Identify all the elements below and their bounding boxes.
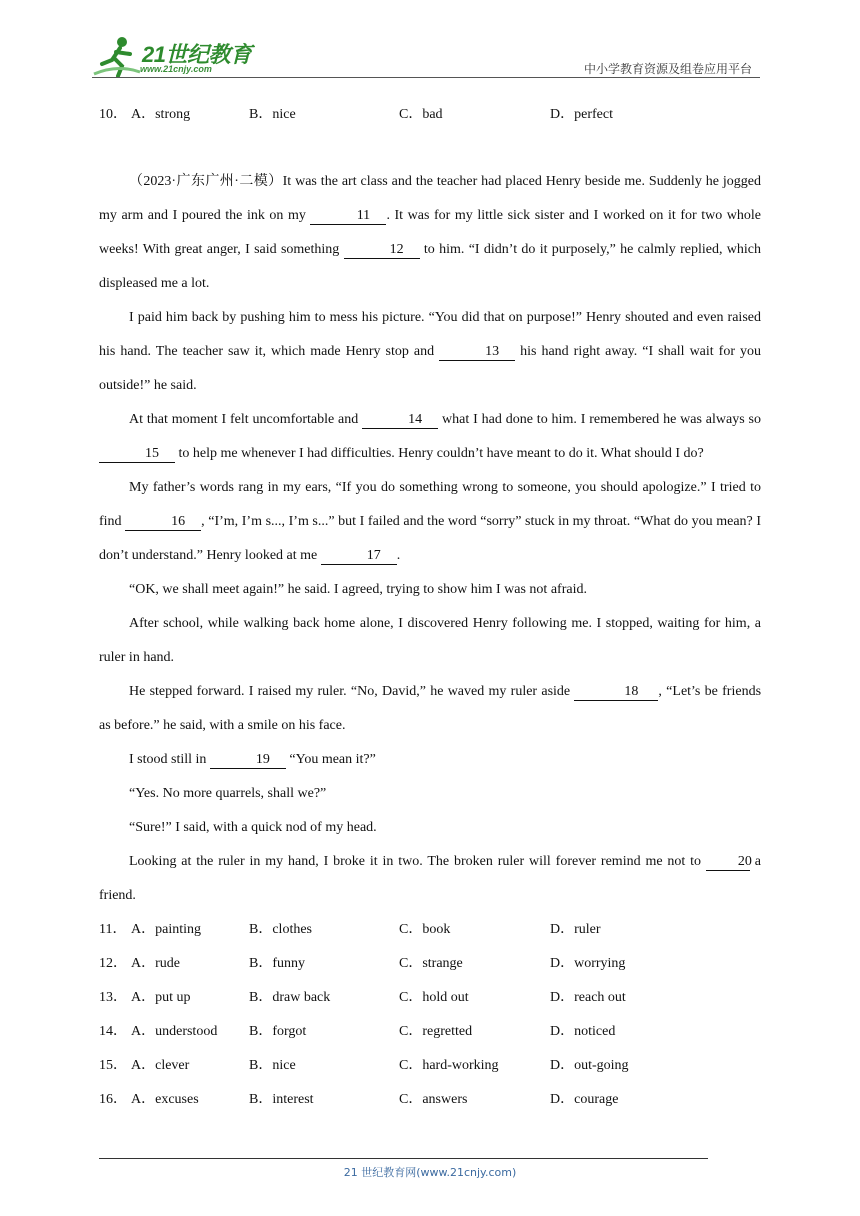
option-a: A．clever xyxy=(131,1058,190,1073)
passage-paragraph-2: I paid him back by pushing him to mess his picture. “You did that on purpose!” Henry shouted and even raised his hand. The teacher saw it, which made Henry stop and 13 his hand right away. “I shall wait for you outside!” he said. xyxy=(99,310,762,393)
question-number: 13． xyxy=(99,990,127,1005)
blank-12: 12 xyxy=(344,242,420,259)
passage-paragraph-10: “Sure!” I said, with a quick nod of my head. xyxy=(129,820,377,835)
question-options xyxy=(99,913,761,947)
blank-19: 19 xyxy=(210,752,286,769)
blank-20: 20 xyxy=(706,854,750,871)
passage-paragraph-1: （2023·广东广州·二模）It was the art class and the teacher had placed Henry beside me. Suddenly he jogged my arm and I poured the ink on my 11 . It was for my little sick sister and I worked on it for two whole weeks! With great anger, I said something 12 to him. “I didn’t do it purposely,” he calmly replied, which displeased me a lot. xyxy=(99,174,761,291)
footer-divider xyxy=(99,1158,708,1159)
passage-source: （2023·广东广州·二模） xyxy=(129,174,283,189)
question-number: 14． xyxy=(99,1024,127,1039)
header-divider xyxy=(92,77,760,78)
option-a: A．strong xyxy=(131,107,191,122)
blank-15: 15 xyxy=(99,446,175,463)
question-10-options xyxy=(99,98,761,132)
option-c: C．strange xyxy=(399,956,463,971)
question-number: 12． xyxy=(99,956,127,971)
passage-paragraph-11: Looking at the ruler in my hand, I broke it in two. The broken ruler will forever remind me not to 20 a friend. xyxy=(99,854,761,903)
question-number: 11． xyxy=(99,922,127,937)
question-options xyxy=(99,1049,761,1083)
blank-13: 13 xyxy=(439,344,515,361)
runner-logo-icon xyxy=(92,34,142,78)
passage-paragraph-8: I stood still in 19 “You mean it?” xyxy=(129,752,376,767)
passage-paragraph-6: After school, while walking back home alone, I discovered Henry following me. I stopped, waiting for him, a ruler in hand. xyxy=(99,616,761,665)
question-number: 15． xyxy=(99,1058,127,1073)
passage-paragraph-5: “OK, we shall meet again!” he said. I agreed, trying to show him I was not afraid. xyxy=(129,582,587,597)
logo-text: 21世纪教育 xyxy=(142,42,252,67)
logo-url: www.21cnjy.com xyxy=(140,64,212,74)
option-b: B．nice xyxy=(249,107,296,122)
option-c: C．hold out xyxy=(399,990,469,1005)
blank-16: 16 xyxy=(125,514,201,531)
option-b: B．forgot xyxy=(249,1024,307,1039)
option-c: C．answers xyxy=(399,1092,468,1107)
option-a: A．understood xyxy=(131,1024,218,1039)
passage-paragraph-3: At that moment I felt uncomfortable and 14 what I had done to him. I remembered he was always so 15 to help me whenever I had difficulties. Henry couldn’t have meant to do it. What should I do? xyxy=(99,403,761,471)
option-b: B．clothes xyxy=(249,922,312,937)
passage-paragraph-7: He stepped forward. I raised my ruler. “No, David,” he waved my ruler aside 18 , “Let’s be friends as before.” he said, with a smile on his face. xyxy=(99,684,762,733)
page-header xyxy=(92,34,760,78)
question-options xyxy=(99,1015,761,1049)
option-c: C．book xyxy=(399,922,451,937)
option-d: D．noticed xyxy=(550,1024,616,1039)
passage-paragraph-9: “Yes. No more quarrels, shall we?” xyxy=(129,786,327,801)
site-logo xyxy=(92,34,262,78)
blank-18: 18 xyxy=(574,684,658,701)
option-d: D．out-going xyxy=(550,1058,629,1073)
option-d: D．worrying xyxy=(550,956,626,971)
option-b: B．nice xyxy=(249,1058,296,1073)
passage-paragraph-4: My father’s words rang in my ears, “If you do something wrong to someone, you should apologize.” I tried to find 16 , “I’m, I’m s..., I’m s...” but I failed and the word “sorry” stuck in my throat. “What do you mean? I don’t understand.” Henry looked at me 17 . xyxy=(99,480,761,563)
page-footer: 21 世纪教育网(www.21cnjy.com) xyxy=(343,1166,517,1179)
option-a: A．excuses xyxy=(131,1092,199,1107)
document-body xyxy=(99,98,761,1117)
option-b: B．draw back xyxy=(249,990,331,1005)
question-options xyxy=(99,1083,761,1117)
question-options xyxy=(99,981,761,1015)
option-d: D．ruler xyxy=(550,922,601,937)
option-a: A．put up xyxy=(131,990,191,1005)
option-b: B．funny xyxy=(249,956,305,971)
blank-17: 17 xyxy=(321,548,397,565)
question-number: 16． xyxy=(99,1092,127,1107)
question-number: 10． xyxy=(99,107,127,122)
option-a: A．painting xyxy=(131,922,201,937)
option-c: C．hard-working xyxy=(399,1058,499,1073)
question-options xyxy=(99,947,761,981)
option-d: D．perfect xyxy=(550,107,613,122)
option-d: D．courage xyxy=(550,1092,619,1107)
blank-11: 11 xyxy=(310,208,386,225)
option-a: A．rude xyxy=(131,956,180,971)
option-d: D．reach out xyxy=(550,990,626,1005)
header-platform-text: 中小学教育资源及组卷应用平台 xyxy=(583,62,752,76)
answer-options-list xyxy=(99,913,761,1117)
option-b: B．interest xyxy=(249,1092,314,1107)
blank-14: 14 xyxy=(362,412,438,429)
option-c: C．regretted xyxy=(399,1024,473,1039)
option-c: C．bad xyxy=(399,107,443,122)
